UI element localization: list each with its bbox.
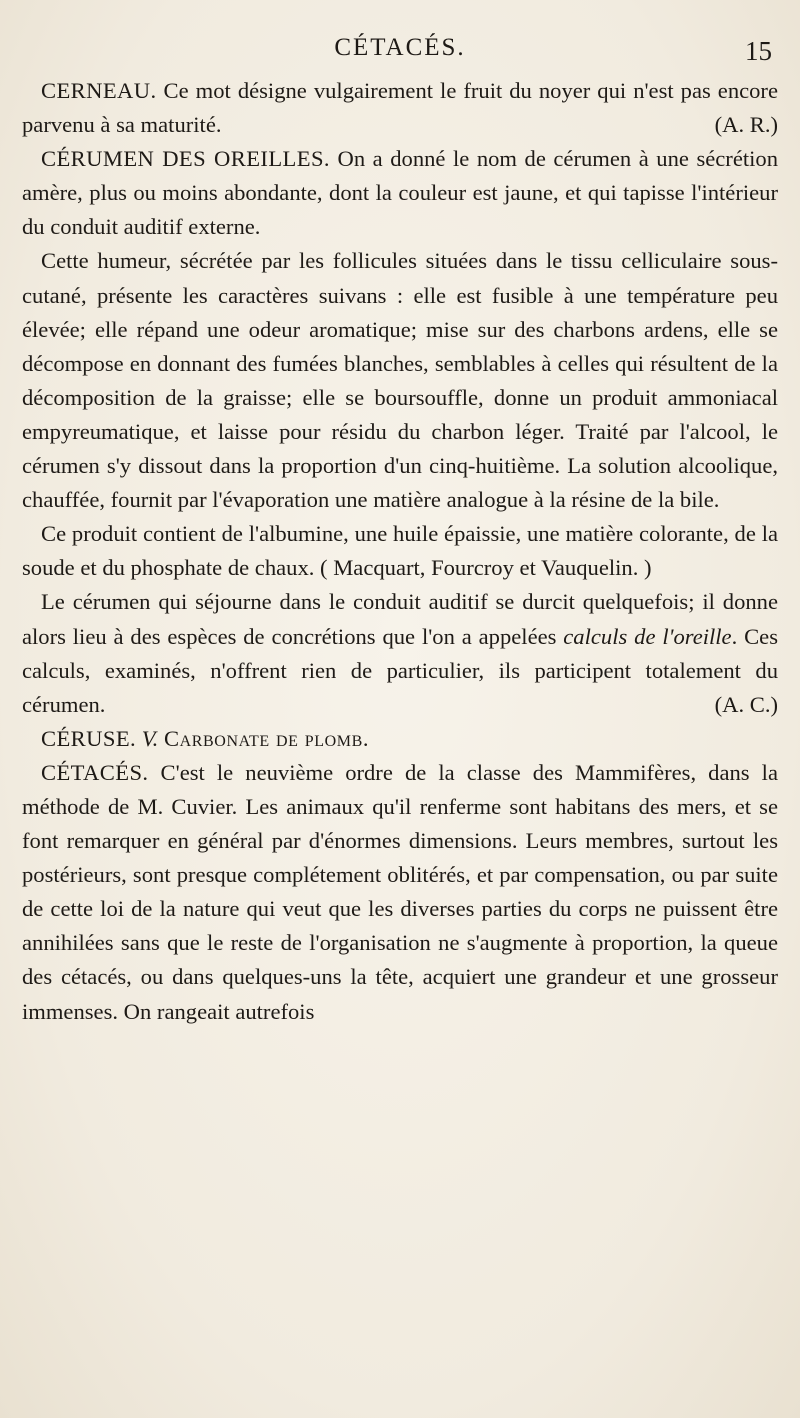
paragraph: Ce produit contient de l'albumine, une huile épaissie, une matière colorante, de la soude et du phosphate de chaux. ( Macquart, Fourcroy et Vauquelin. ) — [22, 521, 778, 581]
entry-headword: CÉTACÉS. — [41, 759, 149, 785]
author-citation: (A. R.) — [714, 112, 778, 138]
paragraph — [22, 585, 778, 721]
paragraph-text: . Ces calculs, examinés, n'offrent rien de particulier, ils participent totalement du cérumen. — [22, 623, 778, 717]
page-number: 15 — [745, 36, 772, 66]
italic-term: calculs de l'oreille — [563, 623, 732, 649]
entry-ceruse — [22, 722, 778, 756]
entry-cerneau — [22, 74, 778, 142]
entry-headword: CÉRUMEN DES OREILLES. — [41, 146, 330, 172]
entry-headword: CÉRUSE. — [41, 725, 137, 751]
cross-reference-target: Carbonate de plomb. — [163, 725, 370, 751]
paragraph-text: Le cérumen qui séjourne dans le conduit auditif se durcit quelquefois; il donne alors lieu à des espèces de concrétions que l'on a appelées — [22, 589, 778, 649]
entry-cetaces — [22, 756, 778, 1029]
entry-cerumen — [22, 142, 778, 244]
entry-headword: CERNEAU. — [41, 78, 157, 103]
entry-text: On a donné le nom de cérumen à une sécrétion amère, plus ou moins abondante, dont la couleur est jaune, et qui tapisse l'intérieur du conduit auditif externe. — [22, 146, 778, 240]
cross-reference-marker: V. — [141, 725, 159, 751]
entry-text: C'est le neuvième ordre de la classe des Mammifères, dans la méthode de M. Cuvier. Les animaux qu'il renferme sont habitans des mers, et se font remarquer en général par d'énormes dimensions. Leurs membres, surtout les postérieurs, sont presque complétement oblitérés, et par compensation, ou par suite de cette loi de la nature qui veut que les diverses parties du corps ne puissent être annihilées sans que le reste de l'organisation ne s'augmente à proportion, la queue des cétacés, ou dans quelques-uns la tête, acquiert une grandeur et une grosseur immenses. On rangeait autrefois — [22, 759, 778, 1024]
paragraph: Cette humeur, sécrétée par les follicules situées dans le tissu celliculaire sous-cutané, présente les caractères suivans : elle est fusible à une température peu élevée; elle répand une odeur aromatique; mise sur des charbons ardens, elle se décompose en donnant des fumées blanches, semblables à celles qui résultent de la décomposition de la graisse; elle se boursouffle, donne un produit ammoniacal empyreumatique, et laisse pour résidu du charbon léger. Traité par l'alcool, le cérumen s'y dissout dans la proportion d'un cinq-huitième. La solution alcoolique, chauffée, fournit par l'évaporation une matière analogue à la résine de la bile. — [22, 248, 778, 513]
author-citation: (A. C.) — [714, 691, 778, 717]
running-header — [0, 34, 800, 68]
running-title: CÉTACÉS. — [334, 34, 466, 61]
dictionary-text — [22, 74, 778, 1029]
entry-text: Ce mot désigne vulgairement le fruit du noyer qui n'est pas encore parvenu à sa maturité. — [22, 78, 778, 138]
